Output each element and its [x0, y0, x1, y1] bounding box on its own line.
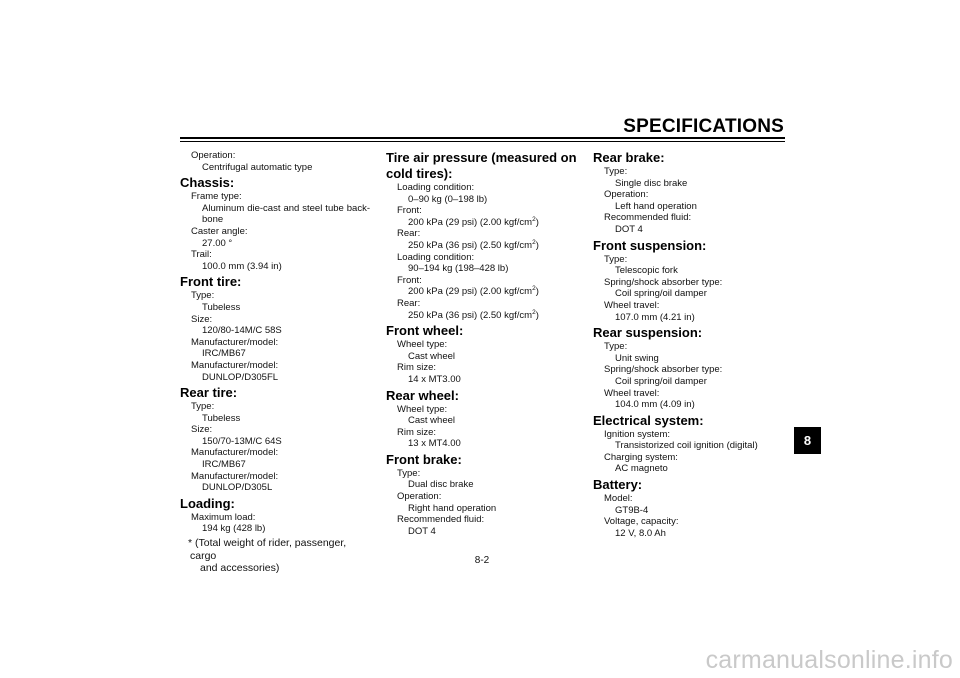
spec-value: 104.0 mm (4.09 in): [615, 399, 695, 411]
section-title-front-suspension: Front suspension:: [593, 237, 707, 253]
spec-value: 12 V, 8.0 Ah: [615, 527, 666, 539]
spec-label: Front:: [397, 205, 422, 217]
spec-column-2: [386, 150, 582, 537]
section-title-rear-brake: Rear brake:: [593, 150, 665, 165]
loading-footnote: [180, 537, 370, 575]
spec-label: Operation:: [397, 491, 442, 503]
spec-label: Type:: [604, 253, 628, 265]
spec-label: Loading condition:: [397, 251, 475, 263]
spec-label: Recommended fluid:: [397, 514, 485, 526]
spec-label: Type:: [604, 341, 628, 353]
spec-value: 0–90 kg (0–198 lb): [408, 193, 488, 205]
pressure-text: 250 kPa (36 psi) (2.50 kgf/cm: [408, 239, 533, 251]
spec-value: Coil spring/oil damper: [615, 288, 707, 300]
spec-label: Maximum load:: [191, 511, 256, 523]
pressure-text: 200 kPa (29 psi) (2.00 kgf/cm: [408, 216, 533, 228]
spec-label: Wheel travel:: [604, 299, 660, 311]
spec-value: Coil spring/oil damper: [615, 375, 707, 387]
spec-value: 13 x MT4.00: [408, 438, 461, 450]
superscript: 2: [532, 285, 536, 293]
header-rule-thick: [180, 137, 785, 139]
close-paren: ): [535, 286, 539, 298]
spec-value: Cast wheel: [408, 350, 455, 362]
section-title-battery: Battery:: [593, 477, 643, 493]
spec-label: Trail:: [191, 249, 212, 261]
spec-label: Type:: [191, 290, 215, 302]
spec-value: [386, 286, 582, 298]
pressure-text: 200 kPa (29 psi) (2.00 kgf/cm: [408, 286, 533, 298]
spec-label: Type:: [191, 401, 215, 413]
spec-value: Aluminum die-cast and steel tube back-bone: [202, 202, 370, 226]
spec-value: Telescopic fork: [615, 265, 678, 277]
spec-value: Tubeless: [202, 301, 241, 313]
spec-label: Manufacturer/model:: [191, 470, 279, 482]
spec-label: Voltage, capacity:: [604, 516, 679, 528]
spec-value: 150/70-13M/C 64S: [202, 435, 282, 447]
chapter-tab[interactable]: 8: [794, 427, 821, 454]
spec-label: Spring/shock absorber type:: [604, 364, 723, 376]
spec-value: IRC/MB67: [202, 459, 246, 471]
spec-label: Model:: [604, 493, 633, 505]
close-paren: ): [535, 216, 539, 228]
spec-label: Spring/shock absorber type:: [604, 276, 723, 288]
spec-label: Operation:: [604, 189, 649, 201]
footnote-line-2: and accessories): [200, 562, 280, 575]
superscript: 2: [532, 215, 536, 223]
spec-label: Manufacturer/model:: [191, 359, 279, 371]
spec-label: Caster angle:: [191, 225, 248, 237]
close-paren: ): [535, 239, 539, 251]
section-title-chassis: Chassis:: [180, 175, 235, 191]
spec-value: DOT 4: [615, 223, 643, 235]
section-title-front-wheel: Front wheel:: [386, 323, 464, 339]
spec-label: Wheel travel:: [604, 387, 660, 399]
spec-value: Dual disc brake: [408, 479, 474, 491]
page-number: 8-2: [474, 555, 490, 566]
spec-value: Single disc brake: [615, 177, 688, 189]
section-title-rear-tire: Rear tire:: [180, 385, 238, 401]
header-rule-thin: [180, 141, 785, 142]
pressure-text: 250 kPa (36 psi) (2.50 kgf/cm: [408, 309, 533, 321]
superscript: 2: [532, 308, 536, 316]
spec-value: AC magneto: [615, 463, 668, 475]
spec-value: Tubeless: [202, 412, 241, 424]
spec-value: Right hand operation: [408, 502, 497, 514]
spec-label: Wheel type:: [397, 339, 448, 351]
spec-value: 100.0 mm (3.94 in): [202, 260, 282, 272]
section-title-electrical: Electrical system:: [593, 412, 704, 428]
spec-label: Front:: [397, 274, 422, 286]
spec-value: Unit swing: [615, 352, 659, 364]
spec-label: Type:: [604, 166, 628, 177]
spec-value: DOT 4: [408, 525, 436, 537]
spec-label: Wheel type:: [397, 403, 448, 415]
spec-value: Transistorized coil ignition (digital): [615, 440, 758, 452]
footnote-line-1: * (Total weight of rider, passenger, cargo: [188, 537, 347, 562]
spec-value: Centrifugal automatic type: [202, 161, 313, 173]
spec-label: Loading condition:: [397, 182, 475, 193]
spec-value: DUNLOP/D305FL: [202, 371, 279, 383]
spec-label: Manufacturer/model:: [191, 447, 279, 459]
spec-label: Size:: [191, 313, 213, 325]
spec-value: 14 x MT3.00: [408, 373, 461, 385]
spec-value: Cast wheel: [408, 415, 455, 427]
spec-value: 90–194 kg (198–428 lb): [408, 263, 509, 275]
spec-value: IRC/MB67: [202, 348, 246, 360]
spec-label: Rim size:: [397, 362, 437, 374]
spec-value: 194 kg (428 lb): [202, 523, 266, 535]
section-title-loading: Loading:: [180, 495, 235, 511]
section-title-front-brake: Front brake:: [386, 451, 462, 467]
spec-column-3: [593, 150, 793, 539]
superscript: 2: [532, 238, 536, 246]
spec-label: Charging system:: [604, 451, 678, 463]
spec-value: 120/80-14M/C 58S: [202, 325, 282, 337]
section-title-front-tire: Front tire:: [180, 274, 242, 290]
section-title-tire-pressure: Tire air pressure (measured on cold tires):: [386, 150, 577, 181]
spec-label: Type:: [397, 467, 421, 479]
spec-value: [386, 240, 582, 252]
section-title-rear-suspension: Rear suspension:: [593, 325, 703, 341]
spec-label: Operation:: [191, 150, 236, 161]
spec-label: Rear:: [397, 228, 421, 240]
spec-label: Ignition system:: [604, 428, 670, 440]
close-paren: ): [535, 309, 539, 321]
spec-value: [386, 217, 582, 229]
spec-label: Rear:: [397, 297, 421, 309]
watermark: carmanualsonline.info: [705, 646, 953, 674]
spec-label: Rim size:: [397, 426, 437, 438]
spec-label: Manufacturer/model:: [191, 336, 279, 348]
spec-label: Frame type:: [191, 191, 242, 203]
spec-label: Size:: [191, 424, 213, 436]
page-header-title: SPECIFICATIONS: [623, 116, 784, 137]
section-title-rear-wheel: Rear wheel:: [386, 387, 459, 403]
spec-column-1: [180, 150, 370, 575]
spec-value: [386, 310, 582, 322]
spec-value: 27.00 °: [202, 237, 233, 249]
spec-label: Recommended fluid:: [604, 212, 692, 224]
spec-value: Left hand operation: [615, 200, 697, 212]
spec-value: 107.0 mm (4.21 in): [615, 311, 695, 323]
spec-value: GT9B-4: [615, 504, 649, 516]
spec-value: DUNLOP/D305L: [202, 482, 273, 494]
